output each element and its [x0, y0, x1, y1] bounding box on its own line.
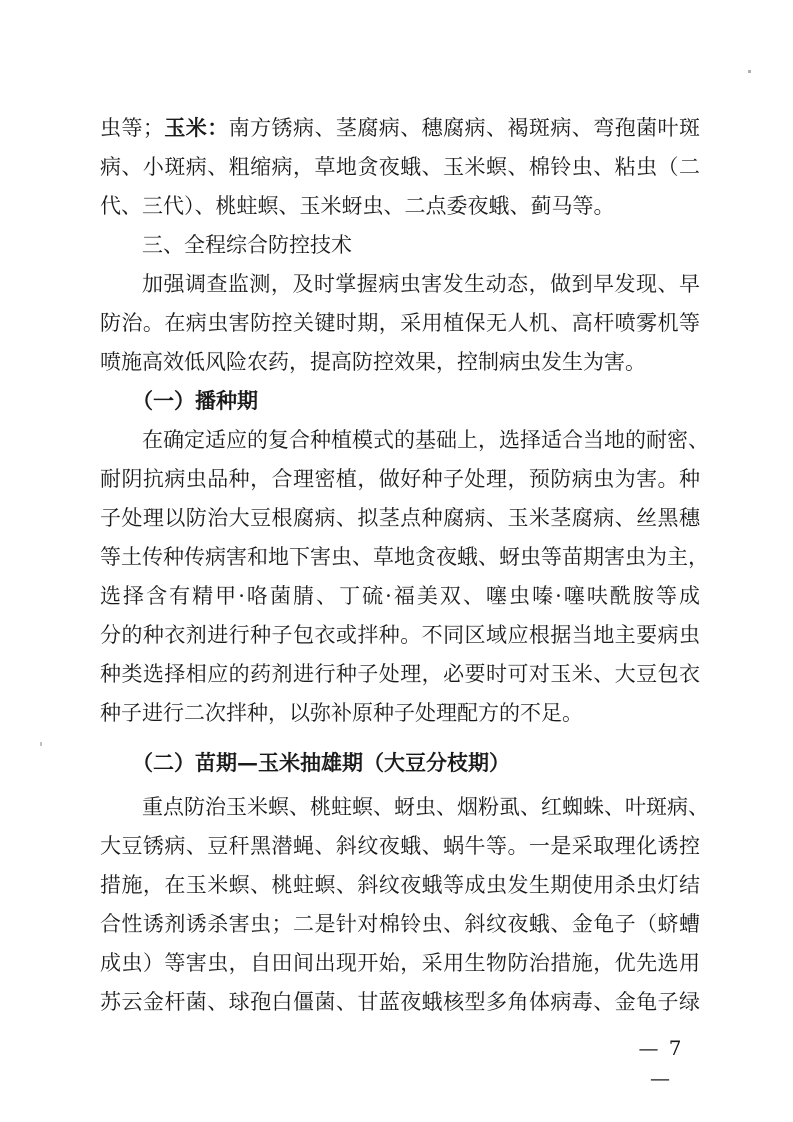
scan-corner-mark [748, 70, 751, 73]
page-number: — 7 — [638, 1036, 684, 1090]
subheading-sowing-period: （一）播种期 [132, 388, 258, 413]
subheading-seedling-period: （二）苗期—玉米抽雄期（大豆分枝期） [132, 750, 510, 775]
text-run: 虫等； [100, 116, 164, 140]
text-line-3: 代、三代）、桃蛀螟、玉米蚜虫、二点委夜蛾、蓟马等。 [100, 194, 615, 218]
text-line-16: 种子进行二次拌种，以弥补原种子处理配方的不足。 [100, 701, 583, 725]
text-line-18: 重点防治玉米螟、桃蛀螟、蚜虫、烟粉虱、红蜘蛛、叶斑病、 [142, 795, 709, 819]
text-line-20: 措施，在玉米螟、桃蛀螟、斜纹夜蛾等成虫发生期使用杀虫灯结 [100, 873, 700, 897]
section-heading-3: 三、全程综合防控技术 [142, 233, 352, 257]
text-line-21: 合性诱剂诱杀害虫；二是针对棉铃虫、斜纹夜蛾、金龟子（蛴螬 [100, 912, 700, 936]
text-line-12: 等土传种传病害和地下害虫、草地贪夜蛾、蚜虫等苗期害虫为主， [100, 545, 709, 569]
text-line-6: 防治。在病虫害防控关键时期，采用植保无人机、高杆喷雾机等 [100, 311, 700, 335]
text-line-22: 成虫）等害虫，自田间出现开始，采用生物防治措施，优先选用 [100, 951, 700, 975]
scan-edge-mark [40, 742, 42, 746]
text-line-9: 在确定适应的复合种植模式的基础上，选择适合当地的耐密、 [142, 428, 709, 452]
text-line-14: 分的种衣剂进行种子包衣或拌种。不同区域应根据当地主要病虫 [100, 623, 700, 647]
text-line-15: 种类选择相应的药剂进行种子处理，必要时可对玉米、大豆包衣 [100, 662, 700, 686]
text-line-2: 病、小斑病、粗缩病，草地贪夜蛾、玉米螟、棉铃虫、粘虫（二 [100, 155, 700, 179]
text-line-19: 大豆锈病、豆秆黑潜蝇、斜纹夜蛾、蜗牛等。一是采取理化诱控 [100, 834, 700, 858]
text-line-1 [100, 108, 700, 148]
text-line-7: 喷施高效低风险农药，提高防控效果，控制病虫发生为害。 [100, 350, 646, 374]
text-line-5: 加强调查监测，及时掌握病虫害发生动态，做到早发现、早 [142, 272, 700, 296]
text-line-23: 苏云金杆菌、球孢白僵菌、甘蓝夜蛾核型多角体病毒、金龟子绿 [100, 990, 700, 1014]
text-line-10: 耐阴抗病虫品种，合理密植，做好种子处理，预防病虫为害。种 [100, 467, 700, 491]
crop-label-corn: 玉米： [163, 115, 229, 140]
text-line-11: 子处理以防治大豆根腐病、拟茎点种腐病、玉米茎腐病、丝黑穗 [100, 506, 700, 530]
text-run: 南方锈病、茎腐病、穗腐病、褐斑病、弯孢菌叶斑 [228, 116, 701, 140]
text-line-13: 选择含有精甲·咯菌腈、丁硫·福美双、噻虫嗪·噻呋酰胺等成 [100, 584, 700, 608]
